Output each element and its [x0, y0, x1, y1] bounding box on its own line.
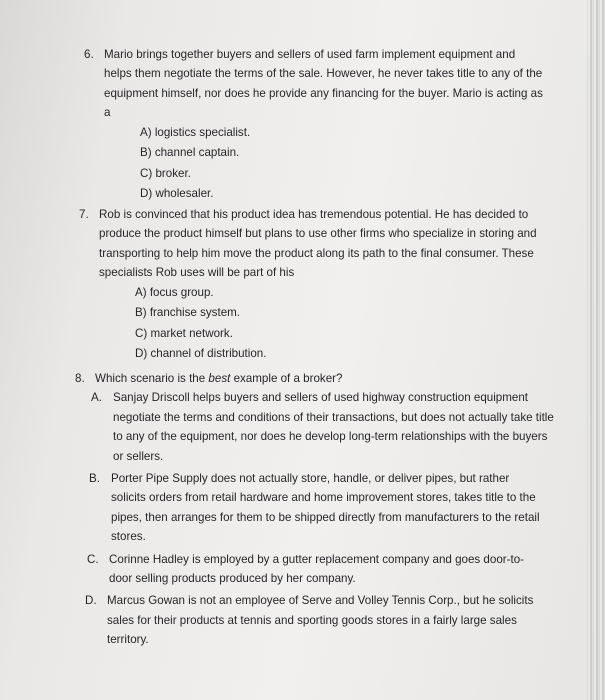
alternative-a	[91, 388, 559, 466]
question-number: 8.	[75, 372, 85, 385]
question-6	[84, 45, 544, 205]
question-stem	[95, 369, 545, 388]
alternative-b	[89, 469, 541, 547]
option-b: B) channel captain.	[140, 146, 240, 160]
alternative-text: Porter Pipe Supply does not actually store, handle, or deliver pipes, but rather solicits orders from retail hardware and home improvement stores, takes title to the pipes, then arranges for them to be shipped directly from manufacturers to the retail stores.	[111, 472, 540, 544]
alternative-c	[87, 550, 539, 589]
binder-edge	[587, 0, 605, 700]
option-a: A) logistics specialist.	[140, 125, 251, 139]
alternative-letter: C.	[87, 552, 99, 566]
stem-emphasis: best	[208, 372, 231, 385]
options-list	[140, 123, 544, 205]
alternative-text: Corinne Hadley is employed by a gutter replacement company and goes door-to-door selling products produced by her company.	[109, 552, 525, 586]
stem-text: Which scenario is the	[95, 372, 209, 385]
question-stem: Rob is convinced that his product idea has tremendous potential. He has decided to produce the product himself but plans to use other firms who specialize in storing and transporting to help him move the product along its path to the final consumer. These specialists Rob uses will be part of his	[99, 208, 537, 280]
option-d: D) wholesaler.	[140, 187, 214, 201]
options-list	[135, 283, 539, 365]
question-number: 7.	[79, 208, 89, 221]
alternative-letter: D.	[85, 594, 97, 608]
option-a: A) focus group.	[135, 285, 214, 299]
alternative-letter: B.	[89, 472, 100, 486]
option-c: C) broker.	[140, 166, 191, 180]
question-number: 6.	[84, 48, 94, 61]
option-c: C) market network.	[135, 326, 233, 340]
option-d: D) channel of distribution.	[135, 347, 267, 361]
option-b: B) franchise system.	[135, 306, 241, 320]
alternative-text: Marcus Gowan is not an employee of Serve and Volley Tennis Corp., but he solicits sales for their products at tennis and sporting goods stores in a fairly large sales territory.	[107, 594, 534, 647]
question-7	[79, 205, 539, 365]
question-stem: Mario brings together buyers and sellers of used farm implement equipment and helps them negotiate the terms of the sale. However, he never takes title to any of the equipment himself, nor does he provide any financing for the buyer. Mario is acting as a	[104, 48, 543, 120]
alternative-text: Sanjay Driscoll helps buyers and sellers of used highway construction equipment negotiate the terms and conditions of their transactions, but does not actually take title to any of the equipment, nor does he develop long-term relationships with the buyers or sellers.	[113, 391, 554, 463]
stem-text-end: example of a broker?	[230, 372, 343, 385]
alternative-letter: A.	[91, 391, 102, 405]
alternative-d	[85, 591, 547, 649]
question-8	[75, 369, 554, 650]
